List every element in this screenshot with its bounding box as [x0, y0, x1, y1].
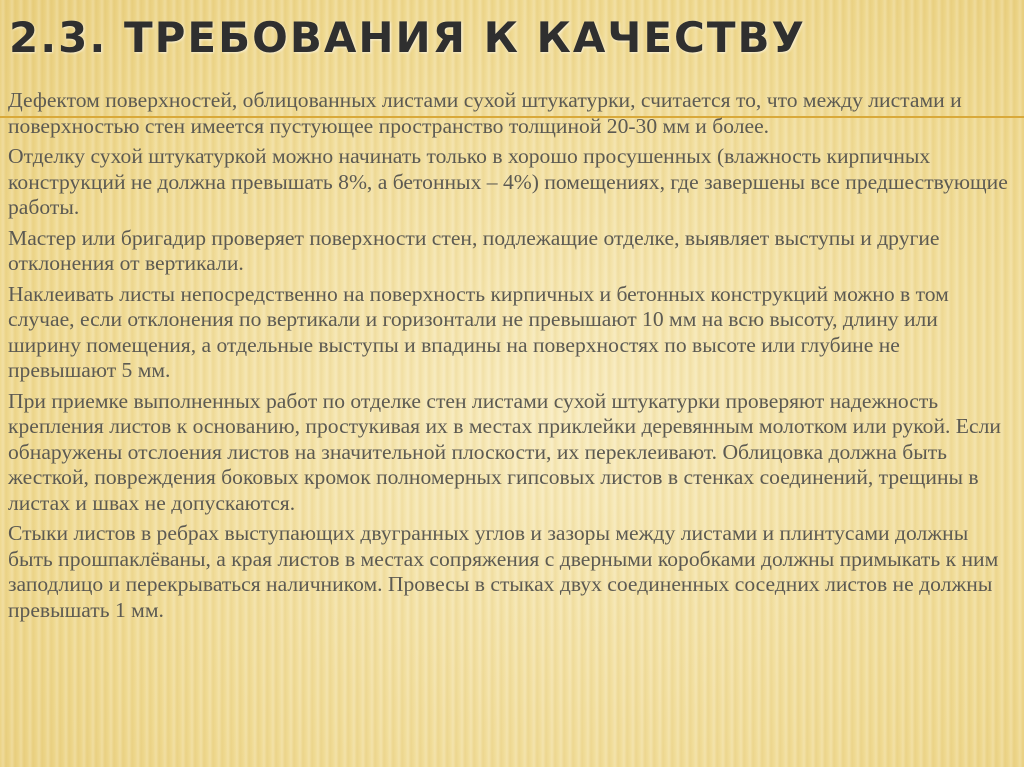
slide-title: 2.3. ТРЕБОВАНИЯ К КАЧЕСТВУ — [9, 13, 806, 62]
paragraph-surface-defect: Дефектом поверхностей, облицованных листами сухой штукатурки, считается то, что между листами и поверхностью стен имеется пустующее пространство толщиной 20-30 мм и более. — [8, 88, 962, 138]
slide-body — [8, 88, 1013, 628]
paragraph-acceptance-check: При приемке выполненных работ по отделке стен листами сухой штукатурки проверяют надежность крепления листов к основанию, простукивая их в местах приклейки деревянным молотком или рукой. Если обнаружены отслоения листов на значительной плоскости, их переклеивают. Облицовка должна быть жесткой, повреждения боковых кромок полномерных гипсовых листов в стенках соединений, трещины в листах и швах не допускаются. — [8, 388, 1001, 515]
paragraph-humidity-requirements: Отделку сухой штукатуркой можно начинать только в хорошо просушенных (влажность кирпичных конструкций не должна превышать 8%, а бетонных – 4%) помещениях, где завершены все предшествующие работы. — [8, 144, 1008, 219]
paragraph-joints-finishing: Стыки листов в ребрах выступающих двугранных углов и зазоры между листами и плинтусами должны быть прошпаклёваны, а края листов в местах сопряжения с дверными коробками должны примыкать к ним заподлицо и перекрываться наличником. Провесы в стыках двух соединенных соседних листов не должны превышать 1 мм. — [8, 521, 999, 622]
paragraph-gluing-tolerances: Наклеивать листы непосредственно на поверхность кирпичных и бетонных конструкций можно в том случае, если отклонения по вертикали и горизонтали не превышают 10 мм на всю высоту, длину или ширину помещения, а отдельные выступы и впадины на поверхностях по высоте или глубине не превышают 5 мм. — [8, 281, 949, 382]
paragraph-foreman-check: Мастер или бригадир проверяет поверхности стен, подлежащие отделке, выявляет выступы и другие отклонения от вертикали. — [8, 225, 940, 275]
